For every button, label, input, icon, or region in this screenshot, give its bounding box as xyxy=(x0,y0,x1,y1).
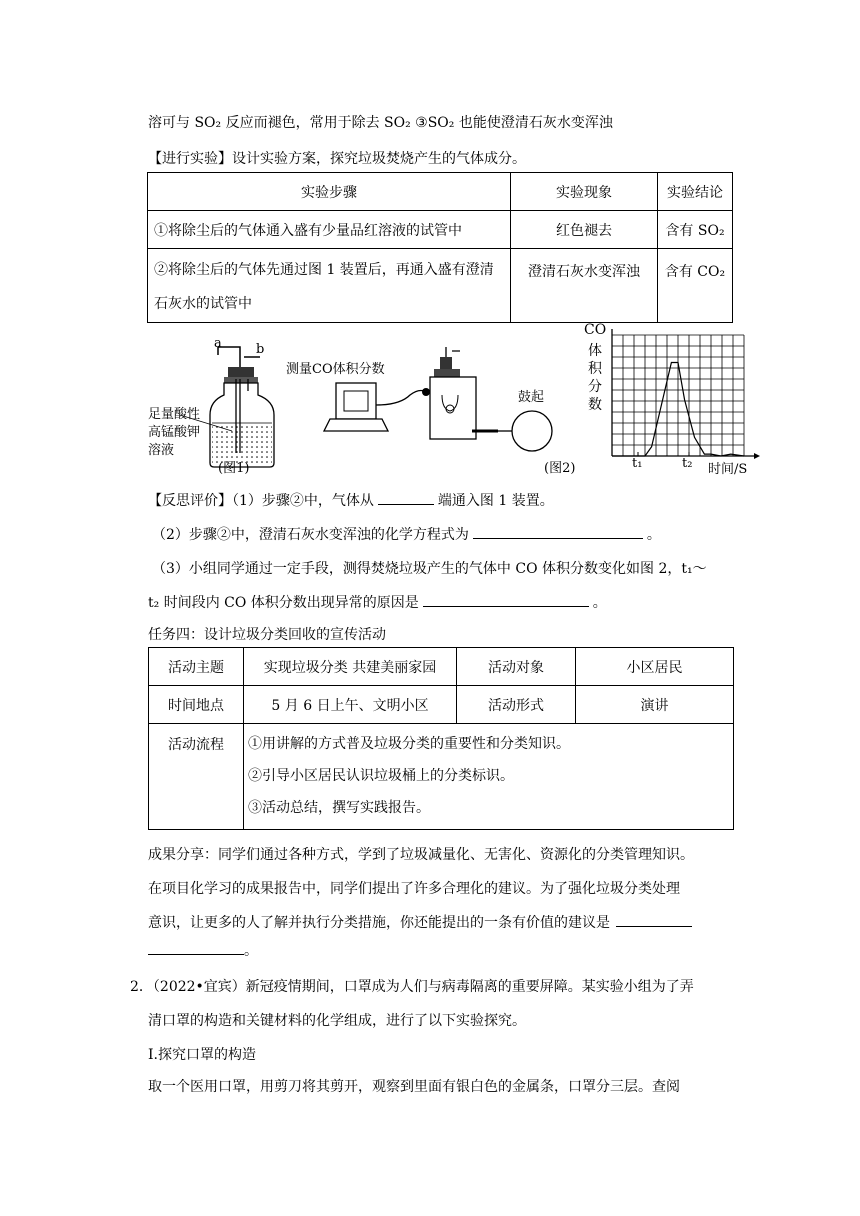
experiment-table xyxy=(147,172,733,323)
step-cell xyxy=(148,249,511,323)
step-cell: ①将除尘后的气体通入盛有少量品红溶液的试管中 xyxy=(148,211,511,249)
table-row xyxy=(149,648,734,686)
task4-heading: 任务四：设计垃圾分类回收的宣传活动 xyxy=(148,627,386,643)
answer-blank xyxy=(616,912,692,927)
label-b: b xyxy=(256,342,265,357)
table-row xyxy=(148,211,733,249)
y-axis-label-char: 分 xyxy=(588,379,602,395)
flow-cell xyxy=(244,724,734,830)
question-2-line1: 2．（2022•宜宾）新冠疫情期间，口罩成为人们与病毒隔离的重要屏障。某实验小组为了弄 xyxy=(130,979,694,995)
answer-blank xyxy=(148,940,244,955)
table-cell: 实现垃圾分类 共建美丽家园 xyxy=(244,648,457,686)
table-cell: 演讲 xyxy=(576,686,734,724)
answer-blank xyxy=(473,524,643,539)
question-2-line2: 清口罩的构造和关键材料的化学组成，进行了以下实验探究。 xyxy=(148,1013,526,1029)
table-cell: 小区居民 xyxy=(576,648,734,686)
results-line: 意识，让更多的人了解并执行分类措施，你还能提出的一条有价值的建议是 xyxy=(148,912,692,932)
measure-label: 测量CO体积分数 xyxy=(286,362,385,377)
co-chart xyxy=(582,322,762,482)
results-line: 在项目化学习的成果报告中，同学们提出了许多合理化的建议。为了强化垃圾分类处理 xyxy=(148,881,680,897)
intro-line: 溶可与 SO₂ 反应而褪色，常用于除去 SO₂ ③SO₂ 也能使澄清石灰水变浑浊 xyxy=(148,115,613,131)
reagent-line: 高锰酸钾 xyxy=(148,425,201,440)
label-a: a xyxy=(214,336,222,351)
question-1: 【反思评价】（1）步骤②中，气体从 端通入图 1 装置。 xyxy=(148,490,554,510)
x-axis-label: 时间/S xyxy=(708,462,748,477)
section-heading: I.探究口罩的构造 xyxy=(148,1047,256,1063)
table-header: 实验现象 xyxy=(511,173,658,211)
answer-blank xyxy=(423,592,589,607)
table-cell: 活动主题 xyxy=(149,648,244,686)
table-row xyxy=(148,249,733,323)
y-axis-label-char: 体 xyxy=(588,343,602,359)
step-line: ②将除尘后的气体先通过图 1 装置后，再通入盛有澄清 xyxy=(154,262,494,278)
x-axis-arrow xyxy=(754,453,760,459)
table-row xyxy=(149,686,734,724)
answer-blank xyxy=(378,490,434,505)
table-cell: 时间地点 xyxy=(149,686,244,724)
table-row xyxy=(149,724,734,830)
conclusion-cell: 含有 SO₂ xyxy=(658,211,733,249)
experiment-heading: 【进行实验】设计实验方案，探究垃圾焚烧产生的气体成分。 xyxy=(148,151,526,167)
x-tick-t2: t₂ xyxy=(682,456,693,471)
phenomenon-cell: 澄清石灰水变浑浊 xyxy=(511,249,658,323)
figure1-caption: (图1) xyxy=(218,461,250,476)
flow-item: ①用讲解的方式普及垃圾分类的重要性和分类知识。 xyxy=(248,736,570,752)
figure2-caption: (图2) xyxy=(544,461,576,476)
y-axis-label-char: 积 xyxy=(588,361,602,377)
table-header: 实验结论 xyxy=(658,173,733,211)
conclusion-cell: 含有 CO₂ xyxy=(658,249,733,323)
activity-table xyxy=(148,647,734,830)
y-axis-label-char: 数 xyxy=(588,397,602,413)
table-cell: 活动对象 xyxy=(457,648,576,686)
step-line: 石灰水的试管中 xyxy=(154,296,252,312)
y-axis-label-co: CO xyxy=(584,322,607,338)
x-tick-t1: t₁ xyxy=(632,456,643,471)
table-cell: 活动形式 xyxy=(457,686,576,724)
table-cell: 5 月 6 日上午、文明小区 xyxy=(244,686,457,724)
reagent-line: 溶液 xyxy=(148,443,175,458)
phenomenon-cell: 红色褪去 xyxy=(511,211,658,249)
question-2-line3: 取一个医用口罩，用剪刀将其剪开，观察到里面有银白色的金属条，口罩分三层。查阅 xyxy=(148,1079,680,1095)
bulb-label: 鼓起 xyxy=(518,390,545,405)
question-2: （2）步骤②中，澄清石灰水变浑浊的化学方程式为 。 xyxy=(152,524,661,544)
question-3-line1: （3）小组同学通过一定手段，测得焚烧垃圾产生的气体中 CO 体积分数变化如图 2，t₁～ xyxy=(152,561,707,577)
results-line: 。 xyxy=(148,940,258,960)
flow-item: ③活动总结，撰写实践报告。 xyxy=(248,800,430,816)
table-cell: 活动流程 xyxy=(149,724,244,830)
flow-item: ②引导小区居民认识垃圾桶上的分类标识。 xyxy=(248,768,514,784)
results-line: 成果分享：同学们通过各种方式，学到了垃圾减量化、无害化、资源化的分类管理知识。 xyxy=(148,847,694,863)
question-3-line2: t₂ 时间段内 CO 体积分数出现异常的原因是 。 xyxy=(148,592,607,612)
table-header: 实验步骤 xyxy=(148,173,511,211)
reagent-line: 足量酸性 xyxy=(148,407,201,422)
